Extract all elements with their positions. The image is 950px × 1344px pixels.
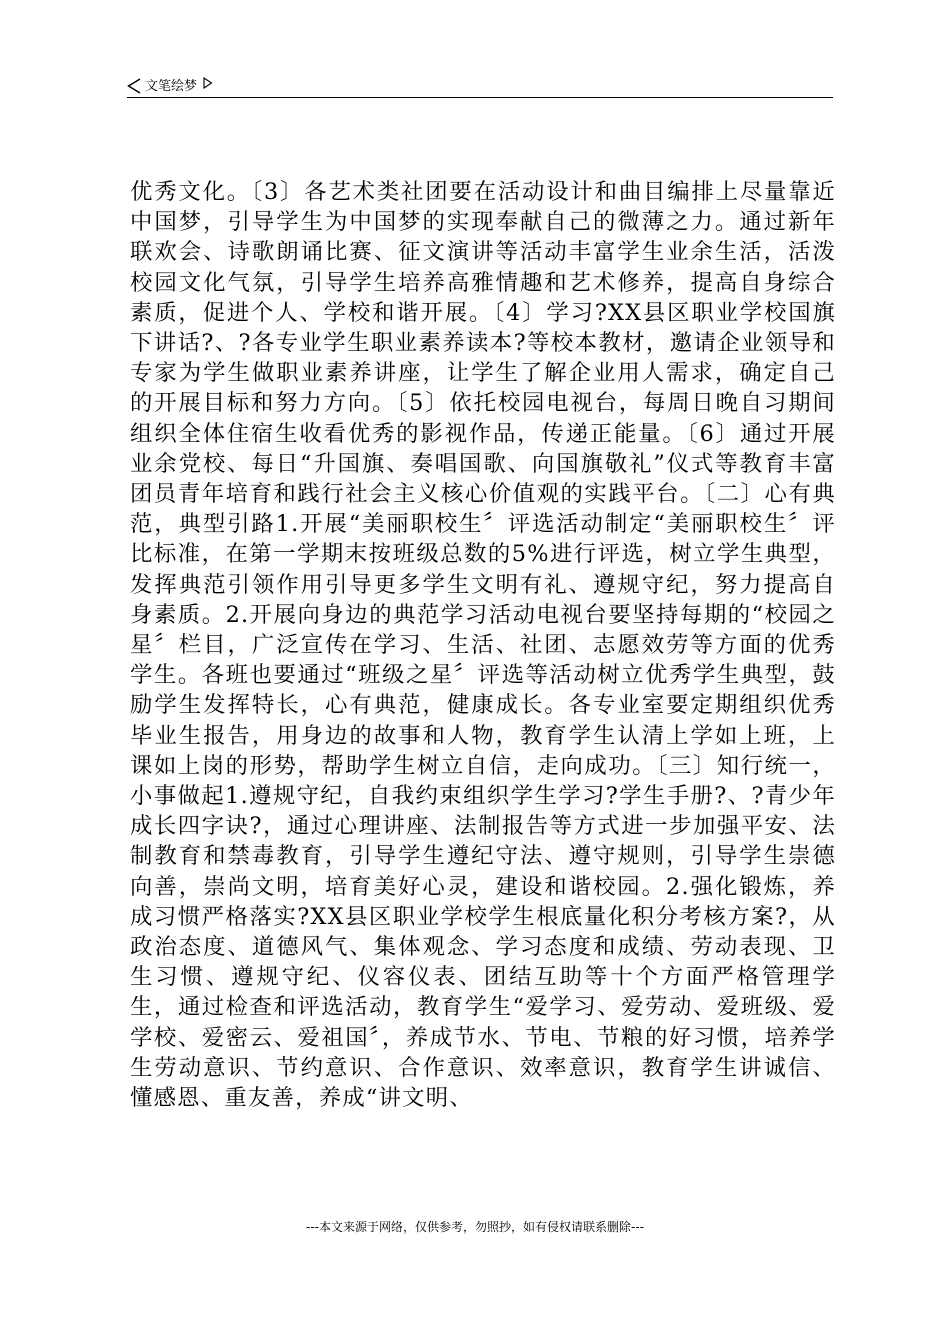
- footer-notice: ---本文来源于网络，仅供参考，勿照抄，如有侵权请联系删除---: [306, 1220, 644, 1234]
- header-divider: [127, 97, 833, 98]
- header-title: 文笔绘梦: [145, 78, 198, 94]
- triangle-right-icon: [203, 84, 213, 89]
- triangle-left-icon: [127, 78, 141, 94]
- body-paragraph: 优秀文化。〔3〕各艺术类社团要在活动设计和曲目编排上尽量靠近中国梦，引导学生为中国梦的实现奉献自己的微薄之力。通过新年联欢会、诗歌朗诵比赛、征文演讲等活动丰富学生业余生活，活泼校园文化气氛，引导学生培养高雅情趣和艺术修养，提高自身综合素质，促进个人、学校和谐开展。〔4〕学习?XX县区职业学校国旗下讲话?、?各专业学生职业素养读本?等校本教材，邀请企业领导和专家为学生做职业素养讲座，让学生了解企业用人需求，确定自己的开展目标和努力方向。〔5〕依托校园电视台，每周日晚自习期间组织全体住宿生收看优秀的影视作品，传递正能量。〔6〕通过开展业余党校、每日“升国旗、奏唱国歌、向国旗敬礼”仪式等教育丰富团员青年培育和践行社会主义核心价值观的实践平台。〔二〕心有典范，典型引路1.开展“美丽职校生〞评选活动制定“美丽职校生〞评比标准，在第一学期末按班级总数的5%进行评选，树立学生典型，发挥典范引领作用引导更多学生文明有礼、遵规守纪，努力提高自身素质。2.开展向身边的典范学习活动电视台要坚持每期的“校园之星〞栏目，广泛宣传在学习、生活、社团、志愿效劳等方面的优秀学生。各班也要通过“班级之星〞评选等活动树立优秀学生典型，鼓励学生发挥特长，心有典范，健康成长。各专业室要定期组织优秀毕业生报告，用身边的故事和人物，教育学生认清上学如上班，上课如上岗的形势，帮助学生树立自信，走向成功。〔三〕知行统一，小事做起1.遵规守纪，自我约束组织学生学习?学生手册?、?青少年成长四字诀?，通过心理讲座、法制报告等方式进一步加强平安、法制教育和禁毒教育，引导学生遵纪守法、遵守规则，引导学生崇德向善，崇尚文明，培育美好心灵，建设和谐校园。2.强化锻炼，养成习惯严格落实?XX县区职业学校学生根底量化积分考核方案?，从政治态度、道德风气、集体观念、学习态度和成绩、劳动表现、卫生习惯、遵规守纪、仪容仪表、团结互助等十个方面严格管理学生，通过检查和评选活动，教育学生“爱学习、爱劳动、爱班级、爱学校、爱密云、爱祖国〞，养成节水、节电、节粮的好习惯，培养学生劳动意识、节约意识、合作意识、效率意识，教育学生讲诚信、懂感恩、重友善，养成“讲文明、: [130, 179, 836, 1112]
- page-header: [127, 74, 833, 98]
